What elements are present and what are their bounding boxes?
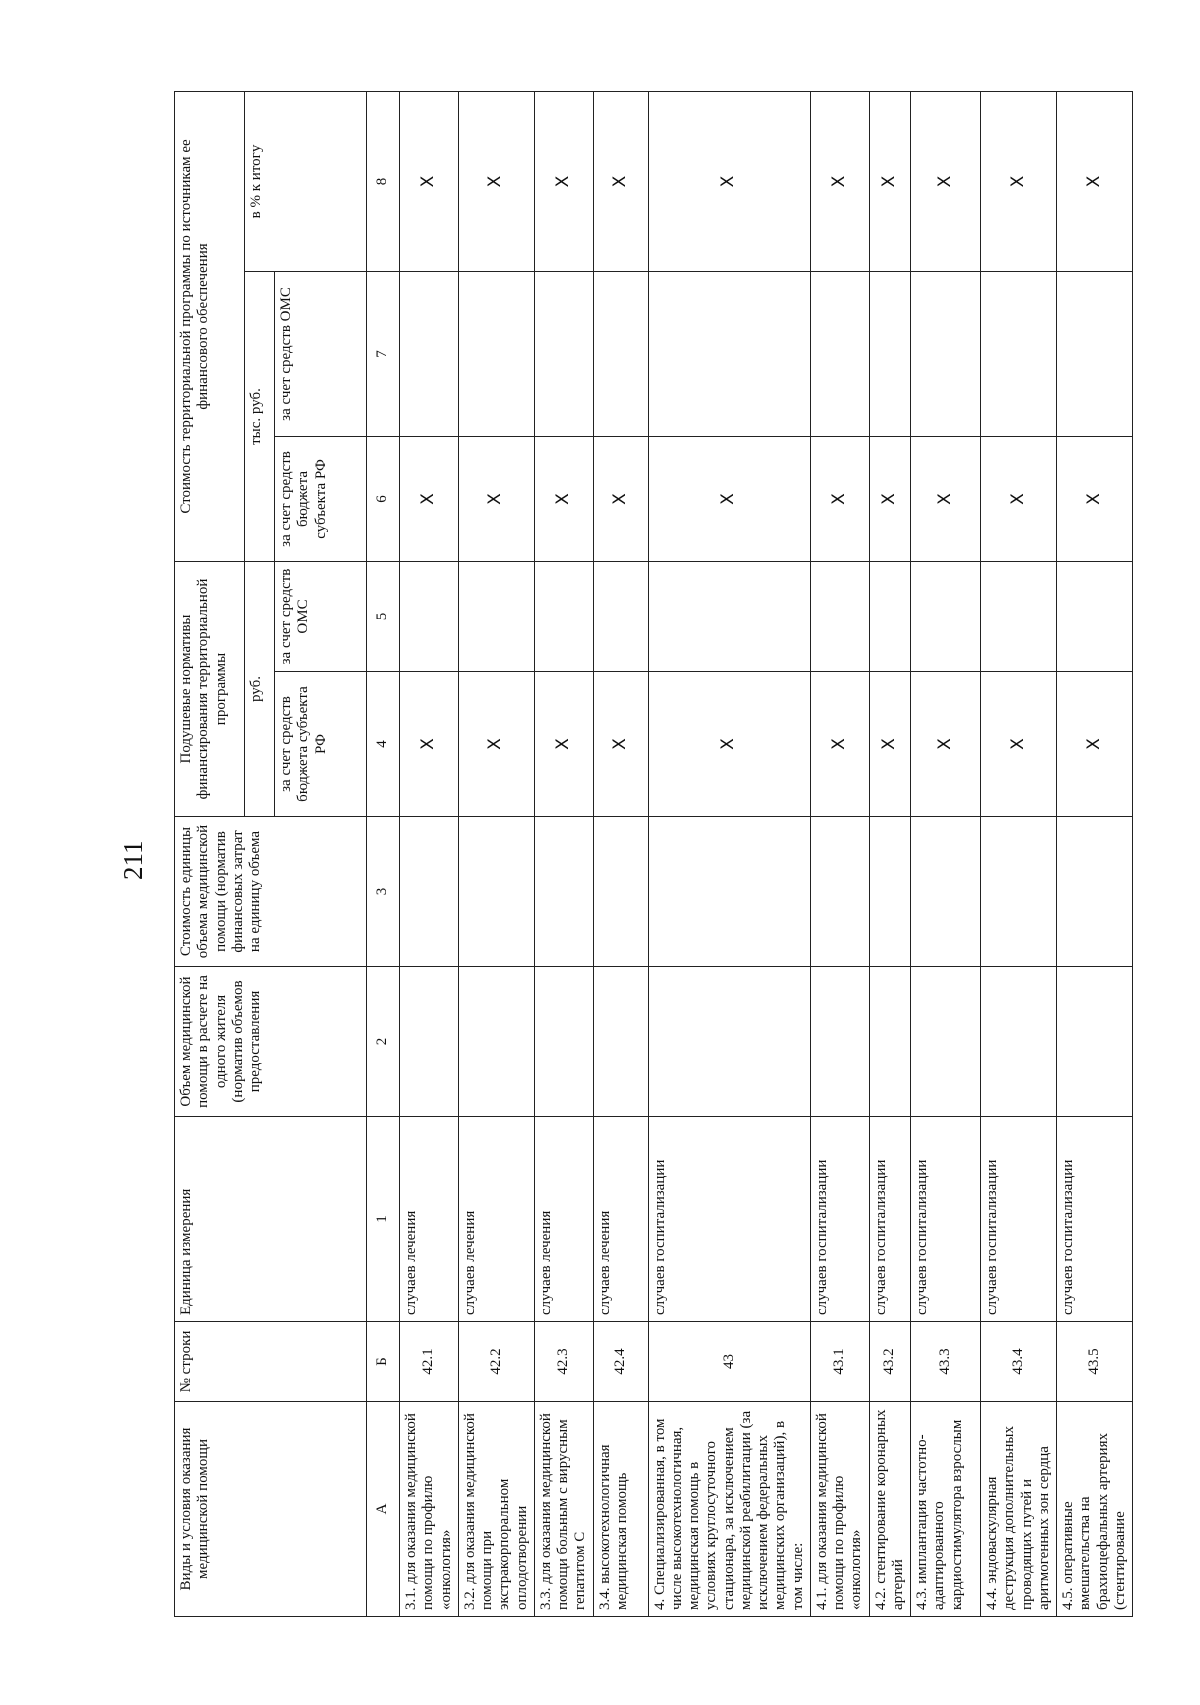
row-cost-budget: X (400, 436, 459, 561)
header-cost-budget: за счет средств бюджета субъекта РФ (275, 436, 367, 561)
row-cost-budget: X (981, 436, 1057, 561)
row-line-number: 43.5 (1057, 1322, 1133, 1402)
row-norms-oms (810, 561, 869, 671)
row-unit: случаев госпитализации (810, 1117, 869, 1322)
header-norms-oms: за счет средств ОМС (275, 561, 367, 671)
column-number: 8 (367, 91, 400, 271)
table-row (911, 91, 981, 1616)
row-norms-oms (869, 561, 911, 671)
row-norms-budget: X (400, 672, 459, 817)
row-cost-oms (869, 271, 911, 436)
row-cost-budget: X (648, 436, 810, 561)
row-norms-budget: X (869, 672, 911, 817)
row-norms-oms (911, 561, 981, 671)
row-percent: X (458, 91, 534, 271)
row-percent: X (593, 91, 648, 271)
row-volume (869, 967, 911, 1117)
row-cost-budget: X (593, 436, 648, 561)
row-name: 3.2. для оказания медицинской помощи при экстракорпоральном оплодотворении (458, 1402, 534, 1617)
row-volume (593, 967, 648, 1117)
row-percent: X (400, 91, 459, 271)
header-norms-budget: за счет средств бюджета субъекта РФ (275, 672, 367, 817)
row-volume (648, 967, 810, 1117)
table-row (1057, 91, 1133, 1616)
row-line-number: 43.3 (911, 1322, 981, 1402)
row-norms-oms (593, 561, 648, 671)
column-number: Б (367, 1322, 400, 1402)
row-unit-cost (534, 817, 593, 967)
row-unit: случаев лечения (400, 1117, 459, 1322)
row-norms-budget: X (593, 672, 648, 817)
row-line-number: 42.4 (593, 1322, 648, 1402)
row-unit: случаев лечения (458, 1117, 534, 1322)
row-unit-cost (810, 817, 869, 967)
row-unit-cost (400, 817, 459, 967)
row-percent: X (911, 91, 981, 271)
column-number: 2 (367, 967, 400, 1117)
row-cost-oms (400, 271, 459, 436)
row-unit: случаев госпитализации (1057, 1117, 1133, 1322)
table-row (458, 91, 534, 1616)
row-norms-budget: X (810, 672, 869, 817)
row-norms-budget: X (981, 672, 1057, 817)
row-unit: случаев госпитализации (981, 1117, 1057, 1322)
row-norms-oms (534, 561, 593, 671)
row-norms-oms (648, 561, 810, 671)
column-number: А (367, 1402, 400, 1617)
row-cost-oms (458, 271, 534, 436)
header-per-capita-norms: Подушевые нормативы финансирования территориальной программы (175, 561, 245, 816)
row-name: 3.3. для оказания медицинской помощи больным с вирусным гепатитом С (534, 1402, 593, 1617)
column-number-row (367, 91, 400, 1616)
row-unit: случаев госпитализации (911, 1117, 981, 1322)
row-norms-budget: X (534, 672, 593, 817)
row-name: 4.3. имплантация частотно-адаптированного кардиостимулятора взрослым (911, 1402, 981, 1617)
row-percent: X (1057, 91, 1133, 271)
row-percent: X (648, 91, 810, 271)
row-volume (911, 967, 981, 1117)
row-cost-budget: X (810, 436, 869, 561)
table-row (400, 91, 459, 1616)
row-cost-budget: X (458, 436, 534, 561)
row-line-number: 43.2 (869, 1322, 911, 1402)
header-cost-oms: за счет средств ОМС (275, 271, 367, 436)
column-number: 1 (367, 1117, 400, 1322)
row-cost-budget: X (911, 436, 981, 561)
row-unit: случаев госпитализации (648, 1117, 810, 1322)
row-norms-budget: X (458, 672, 534, 817)
row-percent: X (810, 91, 869, 271)
rotated-table-wrapper (174, 92, 1128, 1617)
column-number: 6 (367, 436, 400, 561)
row-name: 3.4. высокотехнологичная медицинская помощь (593, 1402, 648, 1617)
row-cost-oms (981, 271, 1057, 436)
row-norms-oms (1057, 561, 1133, 671)
row-line-number: 43.4 (981, 1322, 1057, 1402)
row-name: 4.2. стентирование коронарных артерий (869, 1402, 911, 1617)
table-row (593, 91, 648, 1616)
row-percent: X (869, 91, 911, 271)
row-name: 4.1. для оказания медицинской помощи по профилю «онкология» (810, 1402, 869, 1617)
row-norms-oms (981, 561, 1057, 671)
header-norms-unit: руб. (245, 561, 275, 816)
row-cost-oms (534, 271, 593, 436)
table-row (534, 91, 593, 1616)
row-name: 3.1. для оказания медицинской помощи по профилю «онкология» (400, 1402, 459, 1617)
row-volume (810, 967, 869, 1117)
row-unit: случаев лечения (593, 1117, 648, 1322)
row-volume (400, 967, 459, 1117)
header-line-number: № строки (175, 1322, 367, 1402)
column-number: 4 (367, 672, 400, 817)
row-name: 4.4. эндоваскулярная деструкция дополнительных проводящих путей и аритмогенных зон сердца (981, 1402, 1057, 1617)
row-unit-cost (981, 817, 1057, 967)
row-cost-oms (1057, 271, 1133, 436)
row-volume (458, 967, 534, 1117)
row-volume (1057, 967, 1133, 1117)
row-cost-oms (593, 271, 648, 436)
column-number: 5 (367, 561, 400, 671)
row-unit-cost (458, 817, 534, 967)
row-unit-cost (593, 817, 648, 967)
row-norms-budget: X (911, 672, 981, 817)
row-line-number: 42.2 (458, 1322, 534, 1402)
row-volume (534, 967, 593, 1117)
row-norms-budget: X (1057, 672, 1133, 817)
row-cost-budget: X (534, 436, 593, 561)
row-norms-budget: X (648, 672, 810, 817)
table-row (648, 91, 810, 1616)
header-program-cost: Стоимость территориальной программы по источникам ее финансового обеспечения (175, 91, 245, 561)
row-percent: X (981, 91, 1057, 271)
row-line-number: 42.3 (534, 1322, 593, 1402)
row-volume (981, 967, 1057, 1117)
header-type: Виды и условия оказания медицинской помощи (175, 1402, 367, 1617)
column-number: 7 (367, 271, 400, 436)
table-row (981, 91, 1057, 1616)
table-row (810, 91, 869, 1616)
row-cost-oms (648, 271, 810, 436)
header-unit: Единица измерения (175, 1117, 367, 1322)
row-name: 4. Специализированная, в том числе высокотехнологичная, медицинская помощь в условиях круглосуточного стационара, за исключением медицинской реабилитации (за исключением федеральных медицинских организаций), в том числе: (648, 1402, 810, 1617)
row-unit-cost (648, 817, 810, 967)
financing-table (174, 91, 1133, 1617)
header-cost-unit: тыс. руб. (245, 271, 275, 561)
row-unit-cost (1057, 817, 1133, 967)
row-cost-budget: X (869, 436, 911, 561)
row-name: 4.5. оперативные вмешательства на брахиоцефальных артериях (стентирование (1057, 1402, 1133, 1617)
row-unit: случаев госпитализации (869, 1117, 911, 1322)
header-unit-cost: Стоимость единицы объема медицинской помощи (норматив финансовых затрат на единицу объема (175, 817, 367, 967)
row-norms-oms (400, 561, 459, 671)
row-cost-oms (911, 271, 981, 436)
column-number: 3 (367, 817, 400, 967)
row-cost-budget: X (1057, 436, 1133, 561)
page-number: 211 (118, 840, 148, 880)
row-unit-cost (911, 817, 981, 967)
row-norms-oms (458, 561, 534, 671)
row-unit: случаев лечения (534, 1117, 593, 1322)
row-cost-oms (810, 271, 869, 436)
row-percent: X (534, 91, 593, 271)
row-unit-cost (869, 817, 911, 967)
row-line-number: 43.1 (810, 1322, 869, 1402)
row-line-number: 43 (648, 1322, 810, 1402)
header-percent: в % к итогу (245, 91, 367, 271)
header-volume: Объем медицинской помощи в расчете на одного жителя (норматив объемов предоставления (175, 967, 367, 1117)
table-row (869, 91, 911, 1616)
row-line-number: 42.1 (400, 1322, 459, 1402)
